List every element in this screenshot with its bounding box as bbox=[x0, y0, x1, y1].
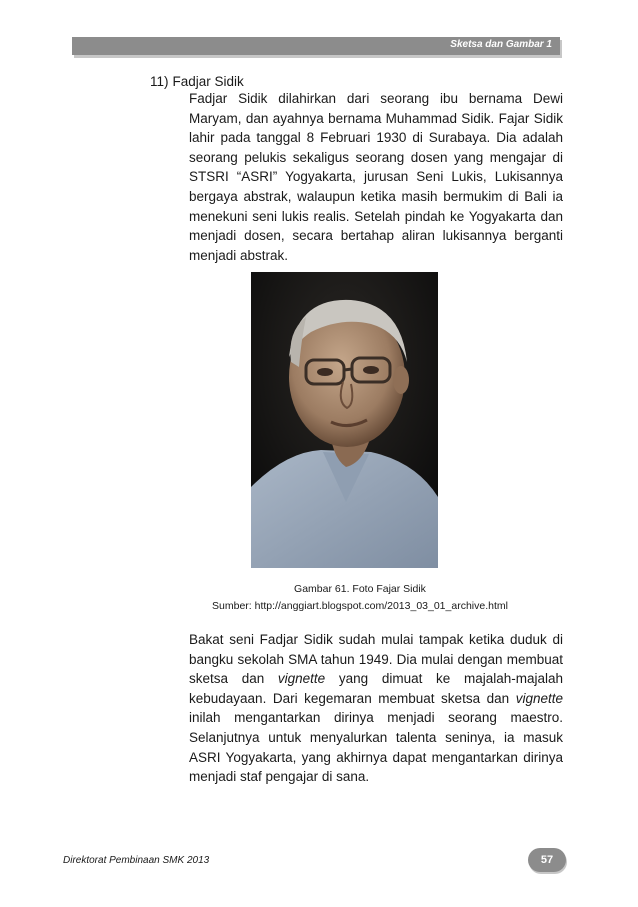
section-title: Fadjar Sidik bbox=[172, 74, 244, 89]
portrait-photo bbox=[251, 272, 438, 568]
talent-emphasis-2: vignette bbox=[515, 690, 563, 706]
figure-caption: Gambar 61. Foto Fajar Sidik bbox=[294, 583, 426, 595]
header-bar bbox=[72, 37, 560, 55]
talent-text-3: inilah mengantarkan dirinya menjadi seorang maestro. Selanjutnya untuk menyalurkan talenta seninya, ia masuk ASRI Yogyakarta, yang akhirnya dapat mengantarkan dirinya menjadi staf pengajar di sana. bbox=[189, 710, 563, 785]
footer-text: Direktorat Pembinaan SMK 2013 bbox=[63, 855, 210, 866]
figure-source: Sumber: http://anggiart.blogspot.com/2013_03_01_archive.html bbox=[212, 600, 508, 612]
talent-paragraph bbox=[189, 630, 563, 787]
intro-paragraph: Fadjar Sidik dilahirkan dari seorang ibu bernama Dewi Maryam, dan ayahnya bernama Muhammad Sidik. Fajar Sidik lahir pada tanggal 8 Februari 1930 di Surabaya. Dia adalah seorang pelukis sekaligus seorang dosen yang mengajar di STSRI “ASRI” Yogyakarta, jurusan Seni Lukis, Lukisannya bergaya abstrak, walaupun ketika masih bermukim di Bali ia menekuni seni lukis realis. Setelah pindah ke Yogyakarta dan menjadi dosen, secara bertahap aliran lukisannya berganti menjadi abstrak. bbox=[189, 91, 563, 263]
page-number-badge: 57 bbox=[528, 848, 566, 872]
header-title: Sketsa dan Gambar 1 bbox=[450, 39, 552, 50]
section-number: 11) bbox=[150, 74, 169, 89]
talent-text-2: yang dimuat ke majalah-majalah kebudayaan. Dari kegemaran membuat sketsa dan bbox=[189, 671, 564, 706]
talent-emphasis-1: vignette bbox=[277, 671, 326, 687]
talent-text-1: Bakat seni Fadjar Sidik sudah mulai tampak ketika duduk di bangku sekolah SMA tahun 1949. Dia mulai dengan membuat sketsa dan bbox=[189, 632, 563, 687]
section-heading bbox=[150, 74, 244, 89]
